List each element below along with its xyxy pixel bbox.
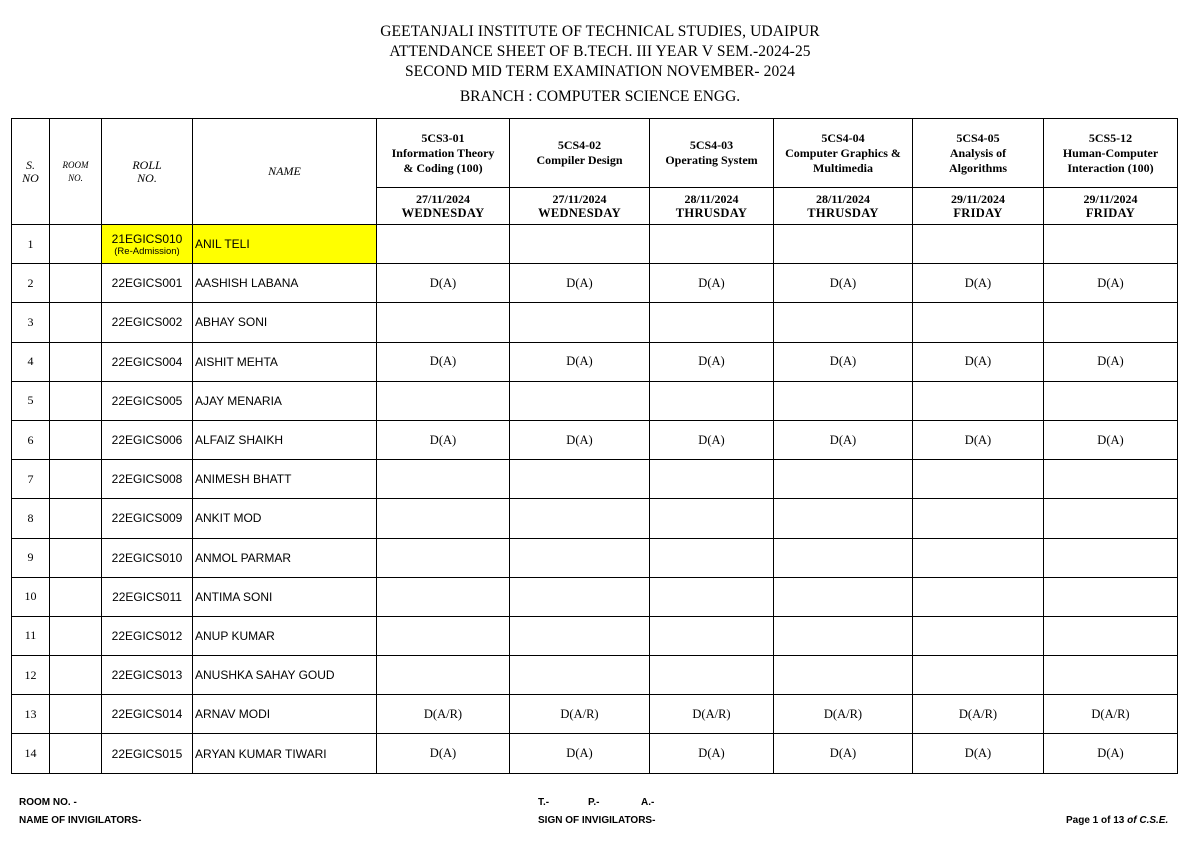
subject-title-cont: Multimedia <box>813 160 873 175</box>
roll-header-line2: NO. <box>137 170 157 185</box>
page-number <box>1066 815 1168 826</box>
roll-number-cell <box>102 460 193 499</box>
exam-date-cell <box>1044 188 1178 225</box>
table-row <box>12 538 1178 577</box>
roll-number: 22EGICS004 <box>111 354 183 369</box>
exam-day: FRIDAY <box>953 206 1003 220</box>
roll-number: 22EGICS006 <box>111 433 183 448</box>
roll-number-cell <box>102 577 193 616</box>
room-header-line1: ROOM <box>62 159 89 170</box>
student-name-cell: ANUP KUMAR <box>193 616 377 655</box>
attendance-mark-cell: D(A) <box>913 264 1044 303</box>
attendance-mark-cell <box>377 616 510 655</box>
attendance-mark-cell: D(A) <box>774 420 913 459</box>
roll-number-cell <box>102 695 193 734</box>
attendance-mark-cell <box>510 225 650 264</box>
roll-number-cell <box>102 656 193 695</box>
subject-code: 5CS4-05 <box>956 130 1000 145</box>
attendance-mark-cell <box>377 656 510 695</box>
subject-title: Operating System <box>665 153 758 167</box>
exam-day: WEDNESDAY <box>538 206 621 220</box>
attendance-mark-cell <box>913 656 1044 695</box>
attendance-mark-cell <box>650 460 774 499</box>
room-number-cell <box>50 734 102 773</box>
student-name-cell: ANUSHKA SAHAY GOUD <box>193 656 377 695</box>
attendance-mark-cell <box>913 577 1044 616</box>
roll-number-cell <box>102 499 193 538</box>
room-number-cell <box>50 225 102 264</box>
attendance-mark-cell <box>1044 577 1178 616</box>
table-row <box>12 303 1178 342</box>
roll-number-cell <box>102 264 193 303</box>
roll-number: 22EGICS011 <box>112 589 182 604</box>
attendance-mark-cell: D(A/R) <box>913 695 1044 734</box>
roll-number-cell <box>102 225 193 264</box>
attendance-mark-cell: D(A) <box>510 264 650 303</box>
table-row <box>12 225 1178 264</box>
student-name-cell: ABHAY SONI <box>193 303 377 342</box>
institute-title: GEETANJALI INSTITUTE OF TECHNICAL STUDIES, UDAIPUR <box>380 23 820 40</box>
table-row <box>12 577 1178 616</box>
attendance-mark-cell <box>650 381 774 420</box>
room-number-cell <box>50 381 102 420</box>
attendance-mark-cell: D(A) <box>377 342 510 381</box>
attendance-mark-cell <box>774 460 913 499</box>
attendance-mark-cell <box>510 538 650 577</box>
attendance-mark-cell: D(A) <box>510 734 650 773</box>
page-number-dept: of C.S.E. <box>1127 815 1169 826</box>
roll-number: 22EGICS014 <box>111 707 183 722</box>
attendance-mark-cell: D(A) <box>913 734 1044 773</box>
table-row <box>12 381 1178 420</box>
exam-date: 27/11/2024 <box>415 192 470 206</box>
attendance-mark-cell <box>1044 381 1178 420</box>
room-number-cell <box>50 499 102 538</box>
attendance-mark-cell <box>510 656 650 695</box>
roll-number-cell <box>102 381 193 420</box>
attendance-mark-cell <box>510 303 650 342</box>
attendance-mark-cell: D(A) <box>510 420 650 459</box>
subject-title: Human-Computer <box>1062 145 1159 160</box>
roll-number-cell <box>102 420 193 459</box>
branch-title: BRANCH : COMPUTER SCIENCE ENGG. <box>459 88 741 105</box>
present-label: P.- <box>588 797 600 808</box>
subject-title: Computer Graphics & <box>785 145 901 160</box>
roll-number: 22EGICS008 <box>111 472 183 487</box>
attendance-mark-cell <box>510 616 650 655</box>
attendance-mark-cell <box>913 616 1044 655</box>
subject-code: 5CS4-03 <box>689 138 734 152</box>
attendance-mark-cell <box>774 303 913 342</box>
exam-day: FRIDAY <box>1085 206 1136 220</box>
roll-number-note: (Re-Admission) <box>114 245 180 257</box>
attendance-mark-cell <box>650 225 774 264</box>
student-name-cell: AISHIT MEHTA <box>193 342 377 381</box>
serial-number-cell: 5 <box>12 381 50 420</box>
serial-number-cell: 12 <box>12 656 50 695</box>
attendance-mark-cell: D(A) <box>1044 342 1178 381</box>
serial-number-cell: 13 <box>12 695 50 734</box>
roll-header-line1: ROLL <box>132 157 162 172</box>
room-number-cell <box>50 656 102 695</box>
serial-number-cell: 11 <box>12 616 50 655</box>
attendance-mark-cell: D(A) <box>1044 264 1178 303</box>
sheet-header <box>0 22 1200 107</box>
attendance-mark-cell <box>510 381 650 420</box>
roll-number: 22EGICS002 <box>111 315 183 330</box>
serial-number-cell: 6 <box>12 420 50 459</box>
attendance-mark-cell <box>377 577 510 616</box>
room-number-cell <box>50 538 102 577</box>
roll-header <box>102 119 193 225</box>
exam-day: WEDNESDAY <box>401 206 485 220</box>
room-header-line2: NO. <box>68 172 83 183</box>
attendance-mark-cell <box>913 303 1044 342</box>
attendance-mark-cell <box>1044 656 1178 695</box>
attendance-mark-cell <box>650 538 774 577</box>
subject-code: 5CS4-04 <box>821 130 865 145</box>
sno-header-line2: NO <box>22 170 39 185</box>
attendance-mark-cell <box>774 499 913 538</box>
roll-number: 22EGICS015 <box>111 746 183 761</box>
attendance-mark-cell <box>774 656 913 695</box>
serial-number-cell: 7 <box>12 460 50 499</box>
roll-number: 22EGICS001 <box>111 276 183 291</box>
subject-header <box>650 119 774 188</box>
attendance-mark-cell: D(A) <box>510 342 650 381</box>
attendance-mark-cell <box>774 381 913 420</box>
attendance-mark-cell <box>774 225 913 264</box>
serial-number-cell: 1 <box>12 225 50 264</box>
subject-header <box>510 119 650 188</box>
attendance-mark-cell: D(A) <box>774 342 913 381</box>
serial-number-cell: 14 <box>12 734 50 773</box>
subject-header <box>774 119 913 188</box>
exam-date-cell <box>913 188 1044 225</box>
subject-title-cont: & Coding (100) <box>403 160 483 175</box>
attendance-mark-cell <box>913 225 1044 264</box>
attendance-mark-cell: D(A/R) <box>377 695 510 734</box>
attendance-mark-cell <box>913 499 1044 538</box>
table-row <box>12 342 1178 381</box>
attendance-mark-cell <box>377 499 510 538</box>
room-number-cell <box>50 420 102 459</box>
invigilators-name-label: NAME OF INVIGILATORS- <box>19 815 142 826</box>
attendance-mark-cell <box>913 381 1044 420</box>
attendance-mark-cell: D(A/R) <box>774 695 913 734</box>
subject-code: 5CS4-02 <box>557 138 602 152</box>
subject-header <box>913 119 1044 188</box>
attendance-mark-cell <box>774 538 913 577</box>
student-name-cell: ANKIT MOD <box>193 499 377 538</box>
roll-number: 22EGICS009 <box>111 511 183 526</box>
roll-number-cell <box>102 342 193 381</box>
subject-title: Information Theory <box>391 145 495 160</box>
student-name-cell: ANMOL PARMAR <box>193 538 377 577</box>
attendance-mark-cell: D(A) <box>650 342 774 381</box>
exam-day: THRUSDAY <box>807 206 879 220</box>
table-row <box>12 656 1178 695</box>
room-number-cell <box>50 577 102 616</box>
student-name-cell: ANTIMA SONI <box>193 577 377 616</box>
attendance-mark-cell: D(A) <box>774 264 913 303</box>
exam-date: 28/11/2024 <box>815 192 870 206</box>
table-row <box>12 616 1178 655</box>
exam-date: 27/11/2024 <box>552 192 607 206</box>
attendance-mark-cell: D(A) <box>913 342 1044 381</box>
serial-number-cell: 4 <box>12 342 50 381</box>
student-name-cell: AJAY MENARIA <box>193 381 377 420</box>
attendance-mark-cell: D(A) <box>913 420 1044 459</box>
room-number-cell <box>50 695 102 734</box>
table-row <box>12 420 1178 459</box>
room-number-cell <box>50 342 102 381</box>
attendance-mark-cell <box>650 499 774 538</box>
table-row <box>12 264 1178 303</box>
serial-number-cell: 2 <box>12 264 50 303</box>
subject-header <box>1044 119 1178 188</box>
roll-number-cell <box>102 734 193 773</box>
student-name-cell: ANIL TELI <box>193 225 377 264</box>
attendance-mark-cell: D(A) <box>377 264 510 303</box>
attendance-mark-cell <box>377 303 510 342</box>
invigilators-sign-label: SIGN OF INVIGILATORS- <box>538 815 656 826</box>
room-no-label: ROOM NO. - <box>19 797 77 808</box>
exam-title: SECOND MID TERM EXAMINATION NOVEMBER- 2024 <box>404 63 796 80</box>
attendance-mark-cell <box>650 656 774 695</box>
attendance-mark-cell: D(A) <box>650 734 774 773</box>
attendance-mark-cell <box>774 616 913 655</box>
attendance-mark-cell <box>650 577 774 616</box>
page-number-text: Page 1 of 13 <box>1066 815 1128 826</box>
attendance-mark-cell: D(A) <box>650 264 774 303</box>
attendance-mark-cell: D(A) <box>377 420 510 459</box>
exam-date: 29/11/2024 <box>1083 192 1138 206</box>
attendance-mark-cell <box>1044 538 1178 577</box>
attendance-mark-cell: D(A/R) <box>510 695 650 734</box>
room-number-cell <box>50 303 102 342</box>
roll-number: 22EGICS013 <box>111 668 183 683</box>
roll-number: 22EGICS005 <box>111 393 183 408</box>
roll-number: 21EGICS010 <box>111 231 183 246</box>
room-number-cell <box>50 616 102 655</box>
subject-title: Compiler Design <box>536 153 623 167</box>
attendance-mark-cell: D(A) <box>774 734 913 773</box>
student-name-cell: ANIMESH BHATT <box>193 460 377 499</box>
attendance-mark-cell: D(A) <box>377 734 510 773</box>
attendance-mark-cell <box>377 225 510 264</box>
serial-number-cell: 10 <box>12 577 50 616</box>
name-header: NAME <box>193 119 377 225</box>
exam-date-cell <box>510 188 650 225</box>
attendance-mark-cell <box>774 577 913 616</box>
attendance-mark-cell <box>650 303 774 342</box>
subject-title: Analysis of <box>949 145 1007 160</box>
room-number-cell <box>50 460 102 499</box>
absent-label: A.- <box>641 797 655 808</box>
attendance-mark-cell <box>377 460 510 499</box>
attendance-mark-cell <box>650 616 774 655</box>
subject-code: 5CS5-12 <box>1088 130 1133 145</box>
exam-date-cell <box>650 188 774 225</box>
attendance-mark-cell <box>1044 225 1178 264</box>
attendance-mark-cell: D(A/R) <box>1044 695 1178 734</box>
attendance-mark-cell <box>377 381 510 420</box>
student-name-cell: ARNAV MODI <box>193 695 377 734</box>
attendance-mark-cell <box>1044 499 1178 538</box>
roll-number: 22EGICS012 <box>111 628 183 643</box>
sheet-title: ATTENDANCE SHEET OF B.TECH. III YEAR V SEM.-2024-25 <box>389 43 811 60</box>
attendance-mark-cell <box>510 460 650 499</box>
attendance-mark-cell <box>510 577 650 616</box>
serial-number-cell: 8 <box>12 499 50 538</box>
roll-number-cell <box>102 303 193 342</box>
table-row <box>12 460 1178 499</box>
table-row <box>12 499 1178 538</box>
exam-date-cell <box>774 188 913 225</box>
total-label: T.- <box>538 797 550 808</box>
attendance-mark-cell <box>377 538 510 577</box>
student-name-cell: ALFAIZ SHAIKH <box>193 420 377 459</box>
subject-title-cont: Algorithms <box>949 160 1007 175</box>
attendance-mark-cell <box>1044 460 1178 499</box>
roll-number-cell <box>102 616 193 655</box>
exam-date-cell <box>377 188 510 225</box>
attendance-mark-cell <box>913 538 1044 577</box>
subject-title-cont: Interaction (100) <box>1067 160 1154 175</box>
roll-number: 22EGICS010 <box>111 550 183 565</box>
attendance-mark-cell <box>1044 616 1178 655</box>
subject-header <box>377 119 510 188</box>
sno-header-line1: S. <box>26 157 35 172</box>
attendance-mark-cell <box>913 460 1044 499</box>
roll-number-cell <box>102 538 193 577</box>
attendance-table <box>11 118 1178 774</box>
table-row <box>12 734 1178 773</box>
student-name-cell: AASHISH LABANA <box>193 264 377 303</box>
exam-day: THRUSDAY <box>675 206 748 220</box>
attendance-mark-cell <box>1044 303 1178 342</box>
exam-date: 29/11/2024 <box>950 192 1005 206</box>
attendance-mark-cell: D(A) <box>1044 420 1178 459</box>
room-header <box>50 119 102 225</box>
attendance-mark-cell: D(A) <box>650 420 774 459</box>
sno-header <box>12 119 50 225</box>
room-number-cell <box>50 264 102 303</box>
exam-date: 28/11/2024 <box>684 192 739 206</box>
student-name-cell: ARYAN KUMAR TIWARI <box>193 734 377 773</box>
subject-code: 5CS3-01 <box>421 130 465 145</box>
attendance-mark-cell: D(A) <box>1044 734 1178 773</box>
table-row <box>12 695 1178 734</box>
serial-number-cell: 9 <box>12 538 50 577</box>
attendance-mark-cell: D(A/R) <box>650 695 774 734</box>
serial-number-cell: 3 <box>12 303 50 342</box>
attendance-mark-cell <box>510 499 650 538</box>
